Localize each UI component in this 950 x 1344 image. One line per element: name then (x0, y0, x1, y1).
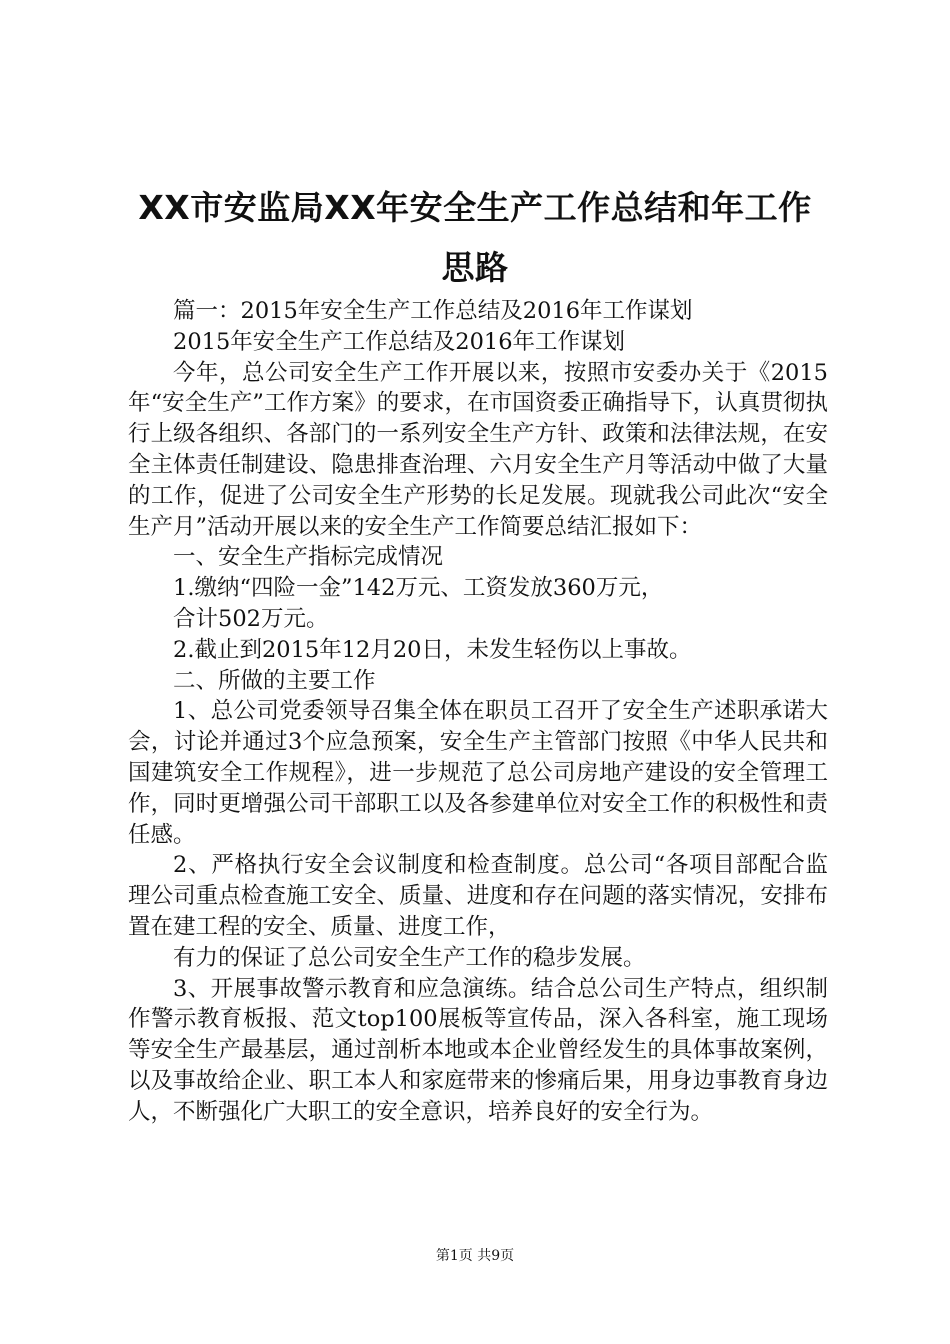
paragraph: 篇一：2015年安全生产工作总结及2016年工作谋划 (173, 298, 693, 324)
paragraph: 2015年安全生产工作总结及2016年工作谋划 (173, 328, 626, 355)
paragraph: 3、开展事故警示教育和应急演练。结合总公司生产特点，组织制作警示教育板报、范文top100展板等宣传品，深入各科室，施工现场等安全生产最基层，通过剖析本地或本企业曾经发生的具体事故案例，以及事故给企业、职工本人和家庭带来的惨痛后果，用身边事教育身边人，不断强化广大职工的安全意识，培养良好的安全行为。 (128, 975, 828, 1125)
document-body (128, 296, 828, 1128)
paragraph: 1.缴纳“四险一金”142万元、工资发放360万元， (173, 575, 664, 602)
paragraph: 合计502万元。 (173, 605, 329, 632)
document-title-line2: 思路 (441, 248, 509, 287)
paragraph: 一、安全生产指标完成情况 (173, 544, 444, 571)
document-title-line1: XX市安监局XX年安全生产工作总结和年工作 (138, 188, 812, 227)
page-footer: 第1页 共9页 (435, 1248, 515, 1264)
paragraph: 2.截止到2015年12月20日，未发生轻伤以上事故。 (173, 636, 692, 663)
paragraph: 2、严格执行安全会议制度和检查制度。总公司“各项目部配合监理公司重点检查施工安全、质量、进度和存在问题的落实情况，安排布置在建工程的安全、质量、进度工作， (128, 852, 828, 940)
paragraph: 二、所做的主要工作 (173, 667, 376, 694)
paragraph: 1、总公司党委领导召集全体在职员工召开了安全生产述职承诺大会，讨论并通过3个应急预案，安全生产主管部门按照《中华人民共和国建筑安全工作规程》，进一步规范了总公司房地产建设的安全管理工作，同时更增强公司干部职工以及各参建单位对安全工作的积极性和责任感。 (128, 698, 828, 848)
paragraph: 有力的保证了总公司安全生产工作的稳步发展。 (173, 944, 646, 971)
paragraph: 今年，总公司安全生产工作开展以来，按照市安委办关于《2015年“安全生产”工作方案》的要求，在市国资委正确指导下，认真贯彻执行上级各组织、各部门的一系列安全生产方针、政策和法律法规，在安全主体责任制建设、隐患排查治理、六月安全生产月等活动中做了大量的工作，促进了公司安全生产形势的长足发展。现就我公司此次“安全生产月”活动开展以来的安全生产工作简要总结汇报如下： (128, 359, 828, 540)
